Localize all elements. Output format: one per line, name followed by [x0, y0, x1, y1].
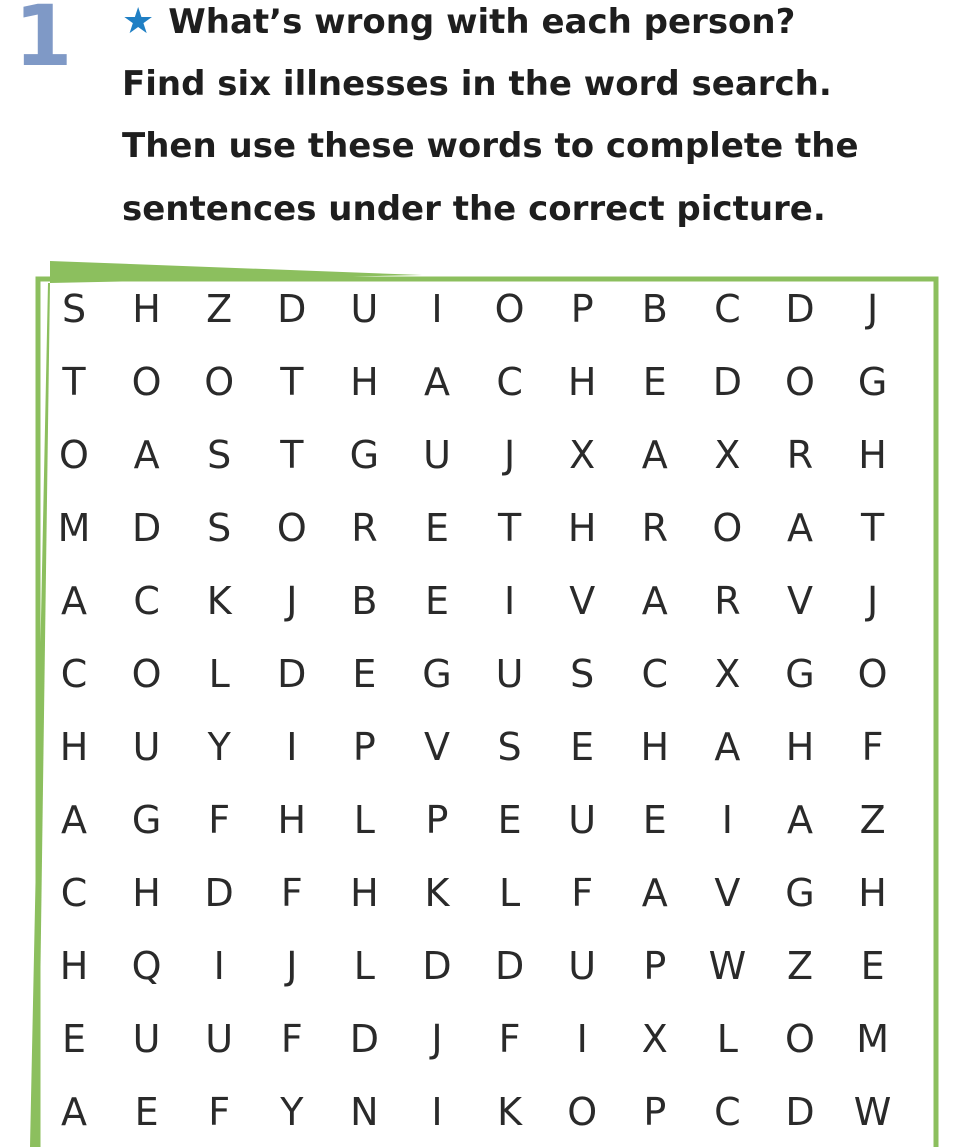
grid-letter: F [208, 1090, 231, 1134]
grid-row [36, 273, 932, 346]
grid-letter: C [714, 287, 741, 331]
grid-letter: J [503, 433, 516, 477]
grid-letter: C [60, 652, 88, 696]
grid-letter: U [132, 725, 161, 769]
word-search-grid [36, 273, 932, 1147]
grid-letter: D [277, 287, 307, 331]
grid-letter: A [61, 1090, 87, 1134]
grid-letter: L [499, 871, 521, 915]
grid-letter: O [785, 1017, 815, 1061]
grid-letter: I [213, 944, 225, 988]
grid-letter: F [280, 871, 303, 915]
grid-letter: U [568, 798, 597, 842]
grid-letter: I [503, 579, 516, 623]
grid-letter: T [280, 360, 304, 404]
grid-letter: F [498, 1017, 521, 1061]
instruction-line-2: Find six illnesses in the word search. [122, 64, 832, 104]
grid-letter: I [286, 725, 298, 769]
grid-row [36, 1076, 932, 1147]
grid-letter: P [643, 944, 667, 988]
grid-letter: E [642, 798, 667, 842]
grid-letter: O [857, 652, 888, 696]
grid-letter: G [422, 652, 452, 696]
grid-letter: I [576, 1017, 588, 1061]
grid-letter: B [641, 287, 668, 331]
grid-letter: P [570, 287, 594, 331]
grid-letter: O [567, 1090, 598, 1134]
grid-letter: O [785, 360, 815, 404]
grid-letter: R [714, 579, 741, 623]
grid-letter: E [497, 798, 522, 842]
grid-letter: N [350, 1090, 379, 1134]
grid-letter: H [567, 360, 597, 404]
grid-letter: I [721, 798, 733, 842]
grid-letter: D [277, 652, 307, 696]
grid-letter: F [280, 1017, 303, 1061]
grid-letter: L [716, 1017, 738, 1061]
grid-letter: D [494, 944, 525, 988]
grid-letter: I [431, 287, 443, 331]
grid-letter: H [567, 506, 597, 550]
grid-letter: A [714, 725, 741, 769]
grid-letter: O [131, 360, 162, 404]
grid-letter: G [785, 652, 815, 696]
grid-letter: Y [207, 725, 231, 769]
grid-letter: C [60, 871, 88, 915]
grid-letter: H [785, 725, 815, 769]
grid-letter: G [131, 798, 162, 842]
grid-letter: W [708, 944, 747, 988]
grid-letter: O [276, 506, 307, 550]
grid-letter: Z [786, 944, 814, 988]
grid-letter: D [422, 944, 452, 988]
grid-letter: F [208, 798, 231, 842]
grid-letter: W [853, 1090, 892, 1134]
grid-letter: S [570, 652, 595, 696]
grid-row [36, 346, 932, 419]
grid-letter: R [641, 506, 668, 550]
grid-letter: A [61, 798, 87, 842]
grid-letter: K [206, 579, 232, 623]
grid-letter: T [62, 360, 86, 404]
grid-letter: H [858, 871, 887, 915]
grid-letter: D [349, 1017, 380, 1061]
grid-letter: X [641, 1017, 668, 1061]
grid-letter: D [785, 287, 815, 331]
grid-letter: L [353, 944, 375, 988]
grid-letter: A [133, 433, 160, 477]
grid-letter: T [280, 433, 304, 477]
grid-letter: U [205, 1017, 234, 1061]
grid-letter: U [350, 287, 379, 331]
grid-letter: T [860, 506, 885, 550]
grid-row [36, 1003, 932, 1076]
grid-letter: O [712, 506, 743, 550]
grid-letter: C [714, 1090, 741, 1134]
grid-letter: U [132, 1017, 161, 1061]
grid-letter: H [59, 725, 89, 769]
grid-letter: H [132, 871, 161, 915]
grid-letter: E [61, 1017, 86, 1061]
grid-letter: M [57, 506, 91, 550]
grid-letter: C [133, 579, 160, 623]
grid-letter: A [641, 871, 668, 915]
grid-letter: G [349, 433, 380, 477]
grid-letter: D [204, 871, 234, 915]
grid-letter: J [286, 579, 298, 623]
grid-letter: P [352, 725, 376, 769]
grid-letter: K [424, 871, 450, 915]
grid-letter: E [860, 944, 885, 988]
grid-letter: E [352, 652, 377, 696]
grid-letter: Z [859, 798, 886, 842]
grid-letter: F [861, 725, 884, 769]
grid-letter: L [353, 798, 375, 842]
grid-letter: V [714, 871, 741, 915]
grid-letter: U [423, 433, 451, 477]
grid-letter: O [59, 433, 89, 477]
grid-letter: H [640, 725, 670, 769]
grid-letter: S [61, 287, 87, 331]
grid-letter: Z [206, 287, 233, 331]
grid-letter: A [641, 579, 668, 623]
grid-letter: S [207, 433, 232, 477]
grid-row [36, 419, 932, 492]
grid-letter: V [569, 579, 596, 623]
grid-row [36, 565, 932, 638]
grid-letter: D [712, 360, 743, 404]
instruction-line-4: sentences under the correct picture. [122, 189, 826, 229]
grid-letter: J [866, 287, 879, 331]
grid-letter: X [714, 652, 741, 696]
grid-letter: E [424, 506, 449, 550]
grid-letter: J [431, 1017, 443, 1061]
grid-letter: I [431, 1090, 443, 1134]
grid-letter: J [866, 579, 879, 623]
grid-letter: H [350, 871, 379, 915]
grid-letter: M [856, 1017, 889, 1061]
grid-row [36, 784, 932, 857]
grid-letter: D [785, 1090, 815, 1134]
grid-letter: P [643, 1090, 667, 1134]
grid-letter: D [131, 506, 162, 550]
grid-letter: U [568, 944, 597, 988]
grid-letter: J [286, 944, 298, 988]
star-icon: ★ [122, 1, 155, 42]
grid-letter: H [350, 360, 379, 404]
grid-letter: R [351, 506, 378, 550]
grid-letter: R [786, 433, 814, 477]
grid-letter: X [569, 433, 596, 477]
grid-letter: T [497, 506, 522, 550]
grid-letter: U [495, 652, 524, 696]
grid-letter: Y [280, 1090, 304, 1134]
grid-letter: O [494, 287, 525, 331]
grid-letter: H [277, 798, 307, 842]
grid-row [36, 638, 932, 711]
grid-letter: B [351, 579, 378, 623]
grid-letter: L [208, 652, 230, 696]
grid-row [36, 857, 932, 930]
grid-letter: A [641, 433, 668, 477]
grid-letter: H [858, 433, 887, 477]
grid-letter: G [785, 871, 815, 915]
grid-row [36, 492, 932, 565]
grid-letter: A [61, 579, 87, 623]
grid-letter: V [424, 725, 450, 769]
grid-letter: V [787, 579, 813, 623]
grid-letter: H [59, 944, 89, 988]
grid-letter: O [131, 652, 162, 696]
grid-row [36, 930, 932, 1003]
exercise-number: 1 [14, 0, 73, 85]
grid-letter: E [570, 725, 595, 769]
grid-letter: Q [131, 944, 162, 988]
grid-letter: S [497, 725, 522, 769]
grid-letter: A [424, 360, 450, 404]
grid-letter: G [857, 360, 888, 404]
grid-letter: X [714, 433, 741, 477]
grid-letter: C [641, 652, 669, 696]
grid-letter: K [497, 1090, 523, 1134]
grid-letter: E [424, 579, 449, 623]
grid-letter: O [204, 360, 235, 404]
instruction-line-3: Then use these words to complete the [122, 126, 859, 166]
instruction-question: What’s wrong with each person? [168, 2, 796, 42]
grid-letter: P [425, 798, 449, 842]
grid-letter: H [132, 287, 161, 331]
grid-row [36, 711, 932, 784]
grid-letter: A [787, 798, 813, 842]
grid-letter: S [207, 506, 232, 550]
grid-letter: E [642, 360, 667, 404]
grid-letter: A [787, 506, 813, 550]
grid-letter: E [134, 1090, 159, 1134]
grid-letter: C [496, 360, 523, 404]
grid-letter: F [571, 871, 594, 915]
